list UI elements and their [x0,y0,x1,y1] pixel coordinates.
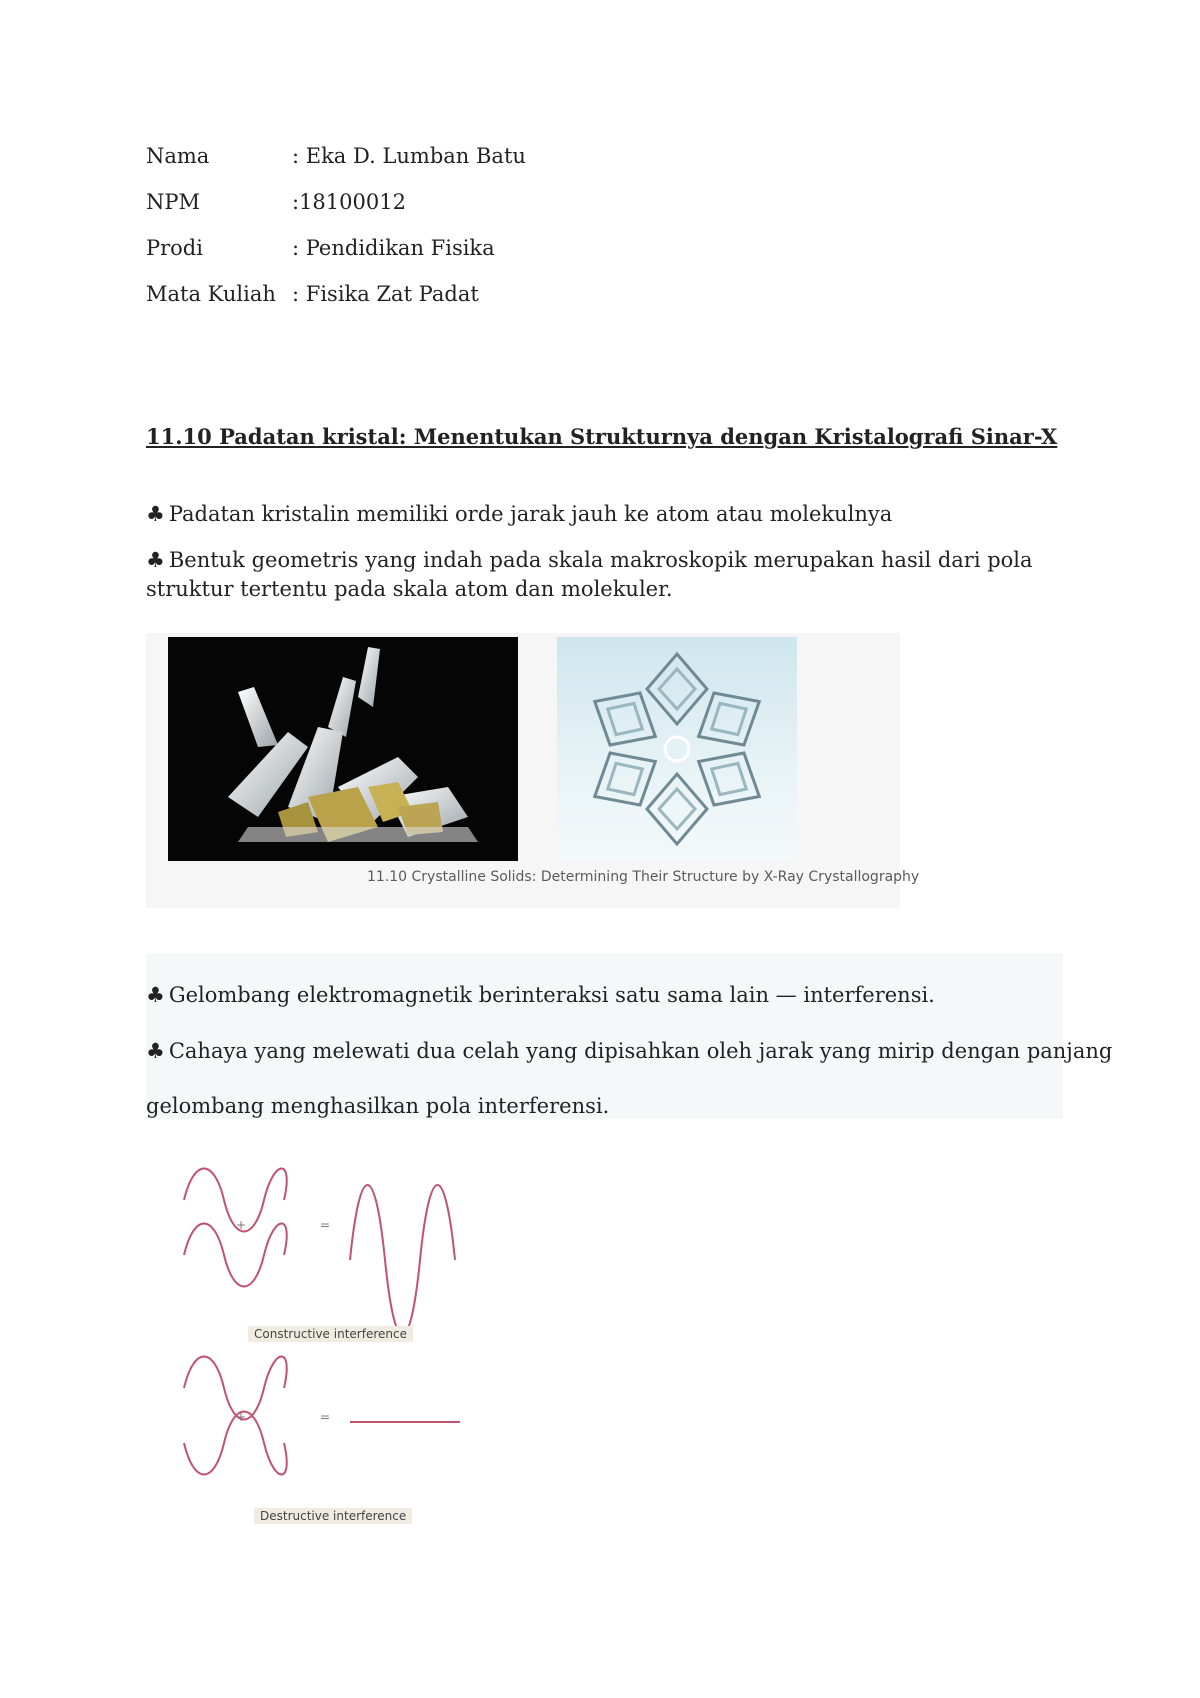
plus-sign: + [236,1218,247,1232]
wave-drawing [170,1160,480,1530]
info-value: : Eka D. Lumban Batu [292,144,526,168]
plus-sign: + [236,1410,247,1424]
equals-sign: = [320,1218,331,1232]
club-bullet-icon: ♣ [146,983,165,1007]
info-value: : Fisika Zat Padat [292,282,479,306]
quartz-crystal-image [168,637,518,861]
info-label: Mata Kuliah [146,282,276,306]
crystal-figure [146,633,920,908]
info-label: Prodi [146,236,203,260]
bullet-text: Padatan kristalin memiliki orde jarak jauh ke atom atau molekulnya [168,502,893,526]
info-label: NPM [146,190,201,214]
club-bullet-icon: ♣ [146,1039,165,1063]
bullet-continuation: gelombang menghasilkan pola interferensi. [146,1094,610,1118]
info-label: Nama [146,144,210,168]
bullet-paragraph [146,500,1046,529]
info-row-npm [146,190,526,236]
bullet-paragraph [146,983,935,1007]
snowflake-image [557,637,797,861]
constructive-caption: Constructive interference [248,1326,413,1342]
bullet-text: Cahaya yang melewati dua celah yang dipisahkan oleh jarak yang mirip dengan panjang [168,1039,1113,1063]
bullet-text: Bentuk geometris yang indah pada skala makroskopik merupakan hasil dari pola struktur tertentu pada skala atom dan molekuler. [146,548,1033,601]
info-row-nama [146,144,526,190]
student-info [146,144,526,328]
info-value: : Pendidikan Fisika [292,236,495,260]
info-value: :18100012 [292,190,406,214]
wave-b-constructive [184,1224,287,1287]
club-bullet-icon: ♣ [146,548,165,572]
interference-diagram [170,1160,480,1530]
interference-text-block [146,953,1113,1119]
wave-sum-constructive [350,1185,455,1335]
section-heading: 11.10 Padatan kristal: Menentukan Strukturnya dengan Kristalografi Sinar-X [146,424,1058,449]
club-bullet-icon: ♣ [146,502,165,526]
equals-sign: = [320,1410,331,1424]
bullet-paragraph [146,1039,1112,1063]
info-row-prodi [146,236,526,282]
bullet-paragraph [146,546,1046,604]
destructive-caption: Destructive interference [254,1508,412,1524]
bullet-text: Gelombang elektromagnetik berinteraksi satu sama lain — interferensi. [168,983,935,1007]
info-row-mata-kuliah [146,282,526,328]
figure-caption: 11.10 Crystalline Solids: Determining Their Structure by X-Ray Crystallography [367,869,920,885]
